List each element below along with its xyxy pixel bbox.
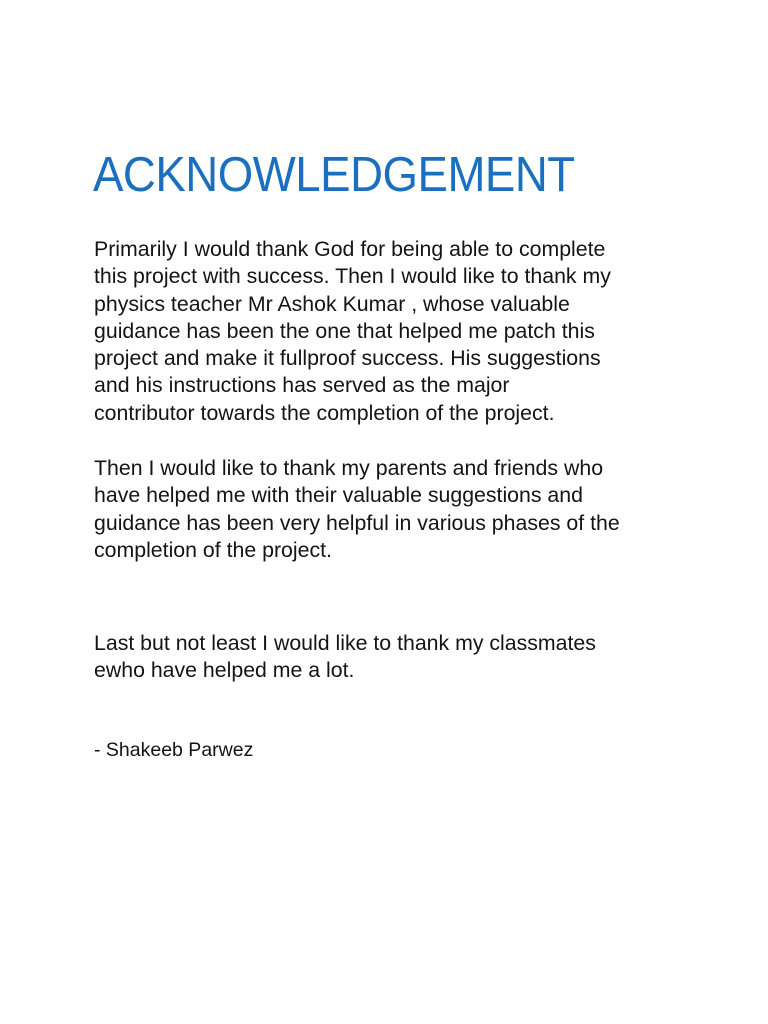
paragraph-line: ewho have helped me a lot.: [94, 658, 355, 683]
page-title: ACKNOWLEDGEMENT: [93, 148, 575, 202]
paragraph-line: Then I would like to thank my parents and friends who: [94, 456, 604, 480]
paragraph-line: Last but not least I would like to thank my classmates: [94, 631, 596, 655]
paragraph-line: and his instructions has served as the major: [94, 373, 510, 398]
paragraph-line: contributor towards the completion of the project.: [94, 400, 555, 425]
paragraph-thanks-classmates: [94, 630, 694, 685]
paragraph-line: have helped me with their valuable suggestions and: [94, 483, 583, 508]
paragraph-thanks-god-teacher: [94, 236, 694, 427]
signature-text: - Shakeeb Parwez: [94, 739, 254, 761]
paragraph-line: Primarily I would thank God for being able to complete: [94, 237, 606, 261]
paragraph-line: project and make it fullproof success. His suggestions: [94, 346, 601, 371]
paragraph-line: this project with success. Then I would like to thank my: [94, 264, 611, 289]
paragraph-line: guidance has been the one that helped me patch this: [94, 318, 595, 343]
paragraph-thanks-parents-friends: [94, 455, 694, 564]
paragraph-line: physics teacher Mr Ashok Kumar , whose valuable: [94, 291, 570, 316]
paragraph-line: guidance has been very helpful in various phases of the: [94, 510, 620, 535]
paragraph-line: completion of the project.: [94, 537, 332, 562]
